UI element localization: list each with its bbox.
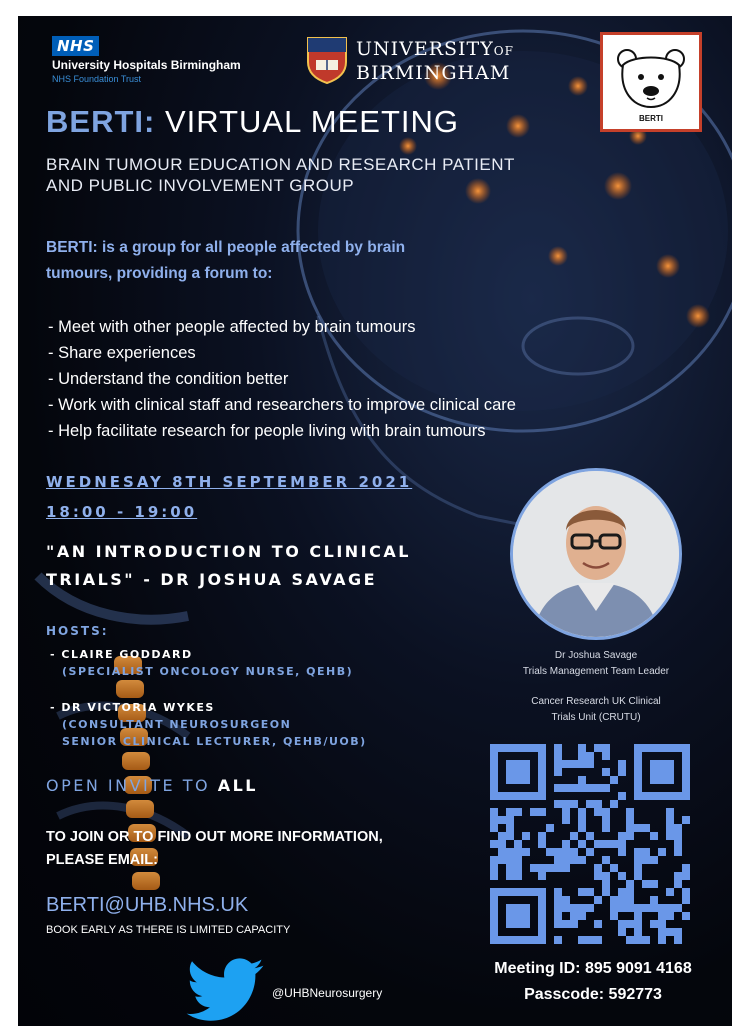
join-instructions <box>46 826 486 872</box>
join-line1: TO JOIN OR TO FIND OUT MORE INFORMATION, <box>46 829 383 845</box>
event-poster <box>18 16 732 1026</box>
booking-note: BOOK EARLY AS THERE IS LIMITED CAPACITY <box>46 924 291 936</box>
host-role: (CONSULTANT NEUROSURGEON <box>62 718 292 731</box>
berti-bear-logo <box>600 32 702 132</box>
speaker-org-line1: Cancer Research UK Clinical <box>531 696 661 707</box>
host-name: - DR VICTORIA WYKES <box>50 701 215 714</box>
list-item: - Meet with other people affected by brain tumours <box>48 318 416 336</box>
title-accent: BERTI: <box>46 104 156 139</box>
meeting-id: Meeting ID: 895 9091 4168 <box>494 960 692 977</box>
speaker-org-line2: Trials Unit (CRUTU) <box>551 712 641 723</box>
meeting-passcode: Passcode: 592773 <box>524 986 662 1003</box>
university-name-line1: UNIVERSITYOF <box>356 38 514 60</box>
acronym-expansion <box>46 154 606 196</box>
speaker-photo <box>510 468 682 640</box>
berti-logo-label: BERTI <box>639 114 663 123</box>
university-crest-icon <box>306 36 348 84</box>
title-rest: VIRTUAL MEETING <box>164 104 459 139</box>
list-item: - Understand the condition better <box>48 370 289 388</box>
hosts-heading: HOSTS: <box>46 624 109 638</box>
twitter-handle[interactable]: @UHBNeurosurgery <box>272 986 383 1000</box>
list-item: - Share experiences <box>48 344 196 362</box>
speaker-role: Trials Management Team Leader <box>522 666 670 677</box>
purpose-list <box>48 314 516 444</box>
list-item: - Work with clinical staff and researchers to improve clinical care <box>48 396 516 414</box>
intro-text: BERTI: is a group for all people affected by brain tumours, providing a forum to: <box>46 239 406 282</box>
host-claire-goddard <box>50 646 353 680</box>
acronym-line2: AND PUBLIC INVOLVEMENT GROUP <box>46 176 355 195</box>
speaker-portrait <box>513 471 679 637</box>
twitter-bird-icon[interactable] <box>186 958 264 1022</box>
hospital-name: University Hospitals Birmingham <box>52 58 241 72</box>
talk-title-line2: TRIALS" - DR JOSHUA SAVAGE <box>46 570 378 589</box>
event-time: 18:00 - 19:00 <box>46 503 198 521</box>
meeting-qr-code[interactable] <box>490 744 690 944</box>
host-name: - CLAIRE GODDARD <box>50 648 193 661</box>
university-name-line2: BIRMINGHAM <box>356 62 511 84</box>
nhs-logo: NHS <box>52 36 99 56</box>
join-line2: PLEASE EMAIL: <box>46 852 158 868</box>
acronym-line1: BRAIN TUMOUR EDUCATION AND RESEARCH PATIENT <box>46 155 515 174</box>
open-invite <box>46 776 258 795</box>
talk-title <box>46 538 476 594</box>
speaker-name: Dr Joshua Savage <box>554 650 638 661</box>
host-role: SENIOR CLINICAL LECTURER, QEHB/UOB) <box>62 735 367 748</box>
invite-lead: OPEN INVITE TO <box>46 776 211 795</box>
host-role: (SPECIALIST ONCOLOGY NURSE, QEHB) <box>62 665 354 678</box>
invite-all: ALL <box>217 776 258 795</box>
trust-name: NHS Foundation Trust <box>52 74 142 84</box>
event-date: WEDNESAY 8TH SEPTEMBER 2021 <box>46 473 413 491</box>
list-item: - Help facilitate research for people living with brain tumours <box>48 422 486 440</box>
page-title <box>46 104 459 140</box>
host-victoria-wykes <box>50 699 367 750</box>
talk-title-line1: "AN INTRODUCTION TO CLINICAL <box>46 542 411 561</box>
contact-email-link[interactable]: BERTI@UHB.NHS.UK <box>46 894 249 916</box>
